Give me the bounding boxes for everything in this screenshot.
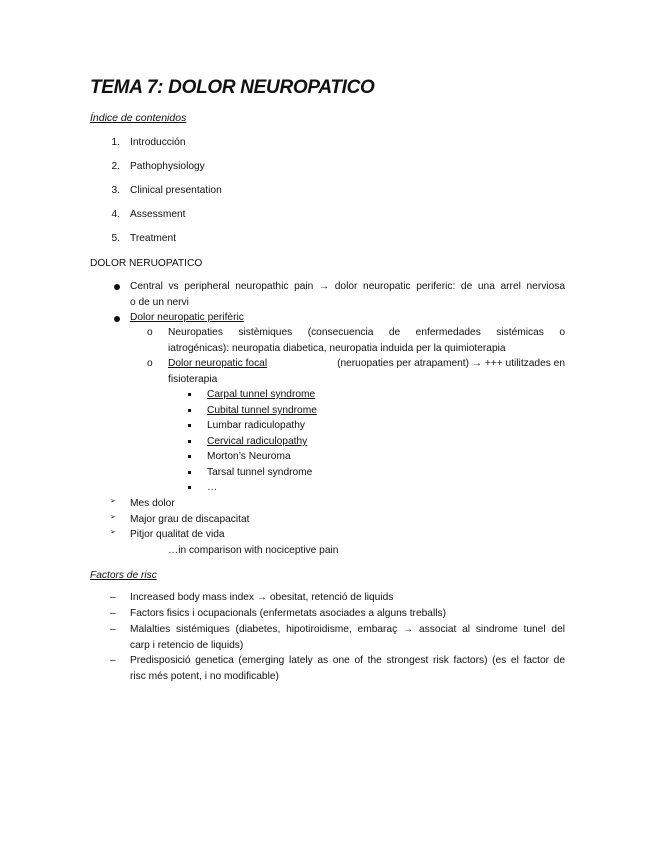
arrow-bullet-icon: ➢ [110,514,116,521]
arrow-bullet-icon: ➢ [110,498,116,505]
square-bullet-icon [188,393,191,396]
index-number: 3. [111,185,120,196]
circle-bullet-icon: o [147,327,153,338]
index-item-introduccion: Introducción [130,137,186,148]
index-heading: Índice de contenidos [90,112,187,124]
index-item-clinical-presentation: Clinical presentation [130,185,222,196]
dash-bullet-icon: – [110,608,116,619]
page-title: TEMA 7: DOLOR NEUROPATICO [90,77,375,98]
index-number: 5. [111,233,120,244]
focal-item: Tarsal tunnel syndrome [207,467,313,478]
risk-heading: Factors de risc [90,570,157,581]
risk-item-predisposicio-cont: risc més potent, i no modificable) [130,671,279,682]
risk-item-factors-fisics: Factors fisics i ocupacionals (enfermetats asociades a alguns treballs) [130,608,446,619]
arrow-item: Major grau de discapacitat [130,514,250,525]
risk-item-malalties: Malalties sistémiques (diabetes, hipotiroidisme, embaraç → associat al sindrome tunel del [130,624,565,635]
circle-bullet-icon: o [147,358,153,369]
sub-dolor-focal-label: Dolor neuropatic focal [168,358,268,369]
index-item-pathophysiology: Pathophysiology [130,161,205,172]
bullet-dolor-periferic: Dolor neuropatic perifèric [130,312,244,323]
square-bullet-icon [188,455,191,458]
index-item-treatment: Treatment [130,233,177,244]
square-bullet-icon [188,486,191,489]
square-bullet-icon [188,471,191,474]
arrow-item: Mes dolor [130,498,175,509]
sub-neuropaties-sistemiques: Neuropaties sistèmiques (consecuencia de enfermedades sistémicas o [168,327,565,338]
sub-dolor-focal-cont: fisioterapia [168,374,218,385]
sub-neuropaties-sistemiques-cont: iatrogénicas): neuropatia diabetica, neuropatia induida per la quimioterapia [168,343,506,354]
index-number: 1. [111,137,120,148]
focal-item: Morton’s Neuroma [207,451,291,462]
risk-item-malalties-cont: carp i retencio de liquids) [130,640,244,651]
bullet-central-vs-peripheral-cont: o de un nervi [130,297,189,308]
square-bullet-icon [188,409,191,412]
square-bullet-icon [188,440,191,443]
risk-item-bmi: Increased body mass index → obesitat, retenció de liquids [130,592,394,603]
arrow-item: Pitjor qualitat de vida [130,529,225,540]
dash-bullet-icon: – [110,655,116,666]
risk-item-predisposicio: Predisposició genetica (emerging lately as one of the strongest risk factors) (es el factor de [130,655,565,666]
dash-bullet-icon: – [110,624,116,635]
index-item-assessment: Assessment [130,209,186,220]
index-number: 4. [111,209,120,220]
section-heading: DOLOR NERUOPATICO [90,258,203,269]
bullet-icon [114,284,120,290]
dash-bullet-icon: – [110,592,116,603]
focal-item: Carpal tunnel syndrome [207,389,316,400]
focal-item: Cubital tunnel syndrome [207,405,317,416]
square-bullet-icon [188,424,191,427]
focal-item: Cervical radiculopathy [207,436,308,447]
bullet-central-vs-peripheral: Central vs peripheral neuropathic pain → dolor neuropatic periferic: de una arrel nerviosa [130,281,565,292]
focal-item: … [207,482,218,493]
index-number: 2. [111,161,120,172]
sub-dolor-focal-rest: (neruopaties per atrapament) → +++ utilitzades en [337,358,565,369]
focal-item: Lumbar radiculopathy [207,420,305,431]
sub-dolor-focal-row [168,357,565,370]
arrow-bullet-icon: ➢ [110,529,116,536]
bullet-icon [114,316,120,322]
comparison-note: …in comparison with nociceptive pain [168,545,339,556]
